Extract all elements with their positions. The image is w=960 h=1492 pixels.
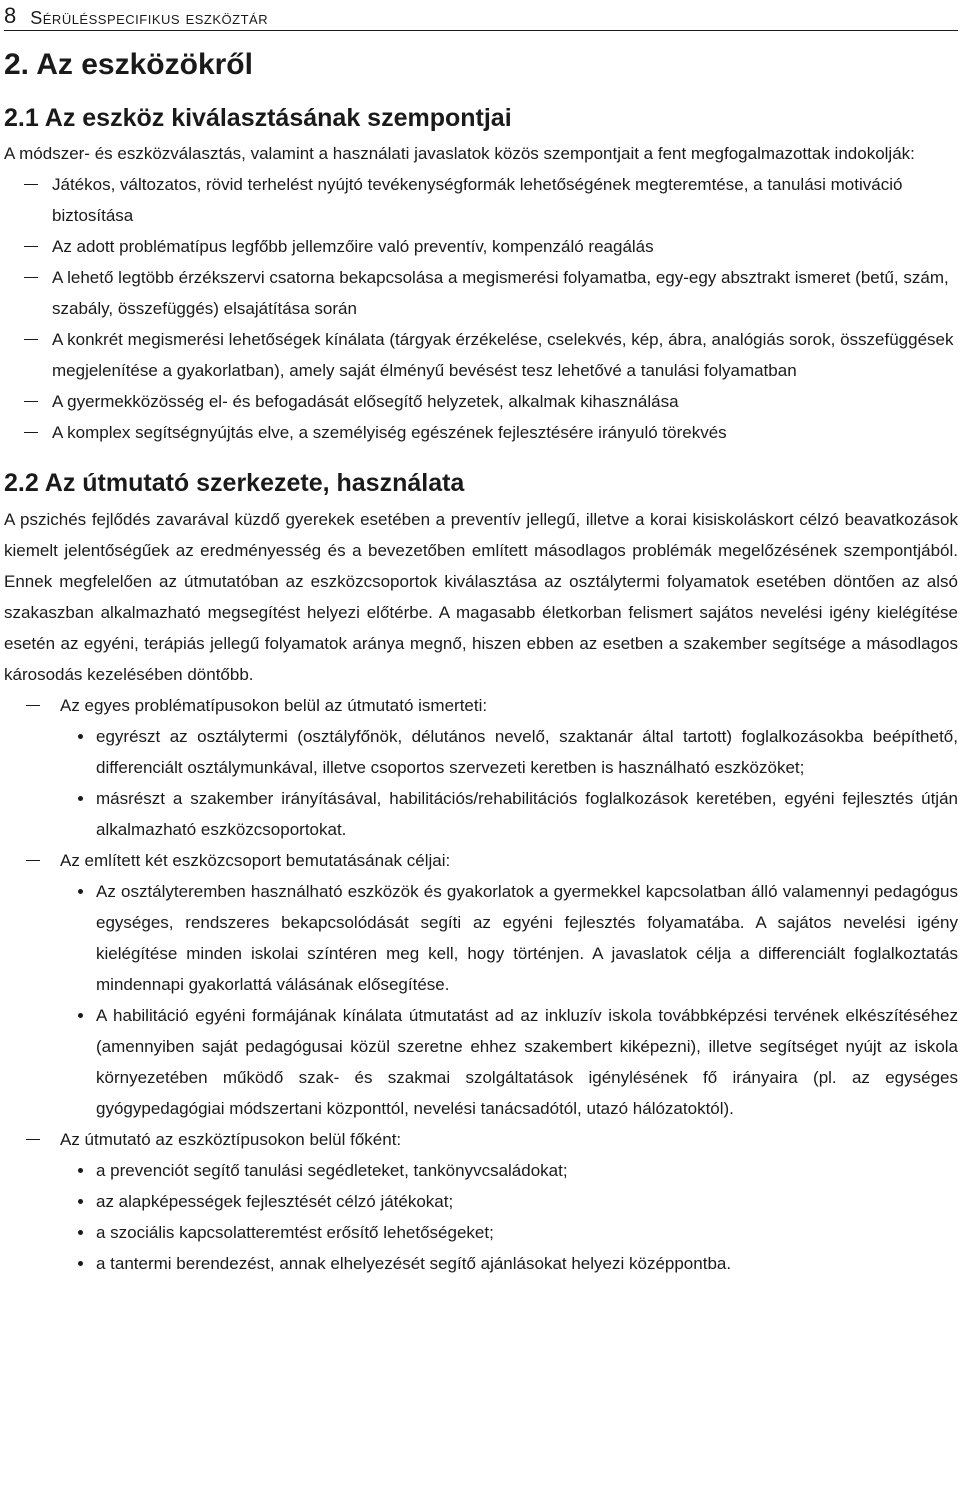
list-item: A konkrét megismerési lehetőségek kínálata (tárgyak érzékelése, cselekvés, kép, ábra, analógiás sorok, összefüggések megjelenítése a gyakorlatban), amely saját élményű bevésést tesz lehetővé a tanulási folyamatban xyxy=(4,324,958,386)
section-1-list xyxy=(4,169,958,448)
list-item: egyrészt az osztálytermi (osztályfőnök, délutános nevelő, szaktanár által tartott) foglalkozásokba beépíthető, differenciált osztálymunkával, illetve csoportos szervezeti keretben is használható eszközöket; xyxy=(4,721,958,783)
list-item: a tantermi berendezést, annak elhelyezését segítő ajánlásokat helyezi középpontba. xyxy=(4,1248,958,1279)
section-2-group-2 xyxy=(4,845,958,876)
group-1-bullets xyxy=(4,721,958,845)
running-head-title: Sérülésspecifikus eszköztár xyxy=(30,8,269,28)
section-2-title: 2.2 Az útmutató szerkezete, használata xyxy=(4,469,465,497)
chapter-title: 2. Az eszközökről xyxy=(4,48,253,81)
group-lead: Az útmutató az eszköztípusokon belül főként: xyxy=(4,1124,958,1155)
group-3-bullets xyxy=(4,1155,958,1279)
list-item: a prevenciót segítő tanulási segédleteket, tankönyvcsaládokat; xyxy=(4,1155,958,1186)
list-item: A habilitáció egyéni formájának kínálata útmutatást ad az inkluzív iskola továbbképzési tervének elkészítéséhez (amennyiben saját pedagógusai közül szeretne ehhez szakembert kiképezni), illetve segítséget nyújt az iskola környezetében működő szak- és szakmai szolgáltatások igénylésének fő irányaira (pl. az egységes gyógypedagógiai módszertani központtól, nevelési tanácsadótól, utazó hálózatoktól). xyxy=(4,1000,958,1124)
list-item: Az osztályteremben használható eszközök és gyakorlatok a gyermekkel kapcsolatban álló valamennyi pedagógus egységes, rendszeres bekapcsolódását segíti az egyéni fejlesztés folyamatába. A sajátos nevelési igény kielégítése minden iskolai színtéren meg kell, hogy történjen. A javaslatok célja a differenciált foglalkoztatás mindennapi gyakorlattá válásának elősegítése. xyxy=(4,876,958,1000)
section-1-intro: A módszer- és eszközválasztás, valamint a használati javaslatok közös szempontjait a fent megfogalmazottak indokolják: xyxy=(4,144,915,163)
section-2-paragraph: A pszichés fejlődés zavarával küzdő gyerekek esetében a preventív jellegű, illetve a korai kisiskoláskort célzó beavatkozások kiemelt jelentőségűek az eredményesség és a bevezetőben említett másodlagos problémák megelőzésének szempontjából. Ennek megfelelően az útmutatóban az eszközcsoportok kiválasztása az osztálytermi folyamatok esetében döntően az alsó szakaszban alkalmazható megsegítést helyezi előtérbe. A magasabb életkorban felismert sajátos nevelési igény kielégítése esetén az egyéni, terápiás jellegű folyamatok aránya megnő, hiszen ebben az esetben a szakember segítsége a másodlagos károsodás kezelésében döntőbb. xyxy=(4,510,958,684)
section-1-title: 2.1 Az eszköz kiválasztásának szempontjai xyxy=(4,104,512,132)
group-lead: Az egyes problématípusokon belül az útmutató ismerteti: xyxy=(4,690,958,721)
list-item: a szociális kapcsolatteremtést erősítő lehetőségeket; xyxy=(4,1217,958,1248)
group-2-bullets xyxy=(4,876,958,1124)
list-item: A lehető legtöbb érzékszervi csatorna bekapcsolása a megismerési folyamatba, egy-egy absztrakt ismeret (betű, szám, szabály, összefüggés) elsajátítása során xyxy=(4,262,958,324)
list-item: Játékos, változatos, rövid terhelést nyújtó tevékenységformák lehetőségének megteremtése, a tanulási motiváció biztosítása xyxy=(4,169,958,231)
page-number: 8 xyxy=(4,3,17,28)
section-2-group-3 xyxy=(4,1124,958,1155)
list-item: másrészt a szakember irányításával, habilitációs/rehabilitációs foglalkozások keretében, egyéni fejlesztés útján alkalmazható eszközcsoportokat. xyxy=(4,783,958,845)
group-lead: Az említett két eszközcsoport bemutatásának céljai: xyxy=(4,845,958,876)
running-head xyxy=(4,0,958,31)
list-item: az alapképességek fejlesztését célzó játékokat; xyxy=(4,1186,958,1217)
list-item: A gyermekközösség el- és befogadását elősegítő helyzetek, alkalmak kihasználása xyxy=(4,386,958,417)
section-2-groups xyxy=(4,690,958,721)
list-item: A komplex segítségnyújtás elve, a személyiség egészének fejlesztésére irányuló törekvés xyxy=(4,417,958,448)
list-item: Az adott problématípus legfőbb jellemzőire való preventív, kompenzáló reagálás xyxy=(4,231,958,262)
